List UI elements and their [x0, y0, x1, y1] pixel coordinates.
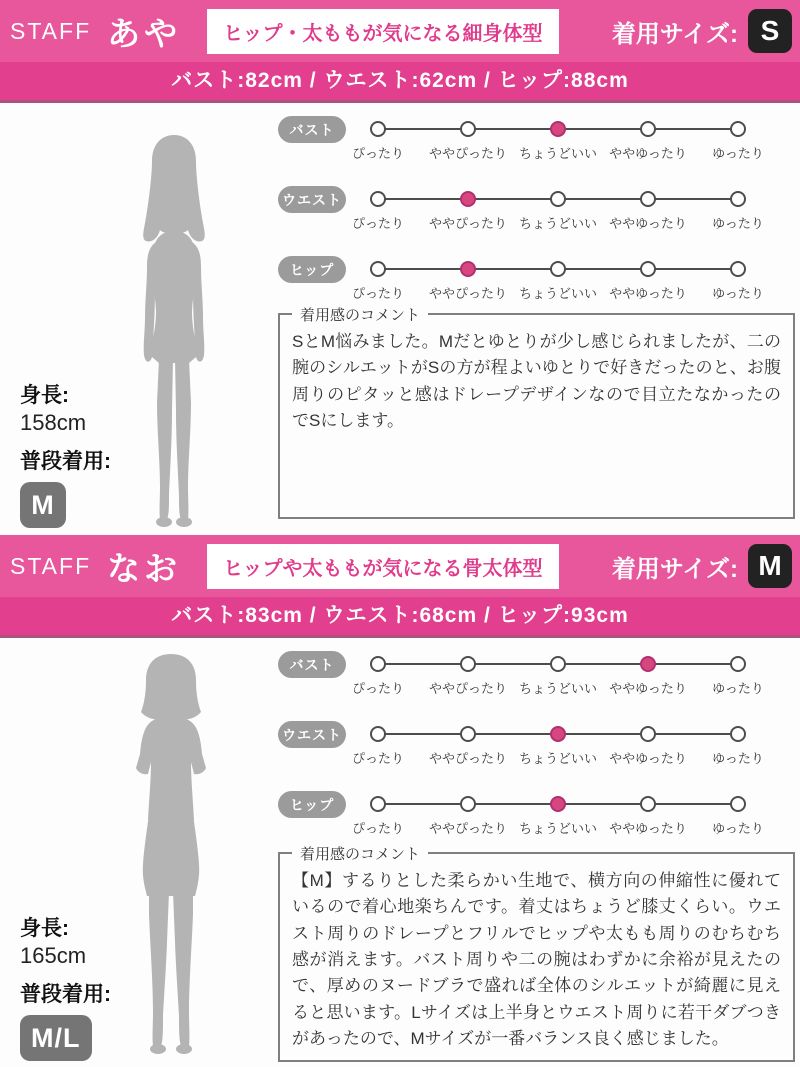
rating-scale-waist: [351, 708, 764, 774]
rating-dot: [550, 656, 566, 672]
rating-dot: [730, 726, 746, 742]
rating-label: ぴったり: [351, 751, 405, 766]
rating-label: ややぴったり: [428, 681, 508, 696]
fit-comment-text: 【M】するりとした柔らかい生地で、横方向の伸縮性に優れているので着心地楽ちんです。着丈はちょうど膝丈くらい。ウエスト周りのドレープとフリルでヒップや太もも周りのむちむち感が消えます。バスト周りや二の腕はわずかに余裕が見えたので、厚めのヌードブラで盛れば全体のシルエットが綺麗に見えると思います。Lサイズは上半身とウエスト周りに若干ダブつきがあったので、Mサイズが一番バランス良く感じました。: [292, 871, 781, 1049]
rating-dot: [730, 121, 746, 137]
rating-row-hip: [278, 778, 795, 848]
rating-dot: [460, 121, 476, 137]
rating-row-waist: [278, 708, 795, 778]
rating-label: ちょうどいい: [518, 286, 598, 301]
rating-dot-selected: [640, 656, 656, 672]
rating-label: ややぴったり: [428, 216, 508, 231]
rating-dot: [730, 191, 746, 207]
rating-label: ややゆったり: [609, 286, 687, 301]
scale-pill-hip: ヒップ: [278, 791, 346, 818]
staff-body-info: [20, 383, 111, 528]
rating-dot: [730, 796, 746, 812]
usual-size-label: 普段着用:: [20, 983, 111, 1006]
rating-label: ややぴったり: [428, 751, 508, 766]
rating-label: ややゆったり: [609, 751, 687, 766]
scale-pill-hip: ヒップ: [278, 256, 346, 283]
fit-comment-title: 着用感のコメント: [292, 304, 428, 325]
rating-row-waist: [278, 173, 795, 243]
rating-dot: [640, 191, 656, 207]
rating-label: ややゆったり: [609, 216, 687, 231]
rating-dot: [370, 121, 386, 137]
rating-label: ちょうどいい: [518, 146, 598, 161]
rating-dot: [730, 656, 746, 672]
rating-label: ややゆったり: [609, 146, 687, 161]
rating-row-bust: [278, 103, 795, 173]
rating-scale-waist: [351, 173, 764, 239]
worn-size-badge: M: [748, 544, 792, 588]
rating-row-hip: [278, 243, 795, 313]
rating-column: [278, 103, 795, 519]
scale-pill-bust: バスト: [278, 651, 346, 678]
scale-pill-waist: ウエスト: [278, 721, 346, 748]
staff-header-bar: [0, 535, 800, 597]
staff-silhouette-bob: [108, 650, 234, 1060]
rating-row-bust: [278, 638, 795, 708]
fit-comment-box: [278, 846, 795, 1062]
rating-dot: [640, 261, 656, 277]
rating-dot: [550, 261, 566, 277]
rating-scale-bust: [351, 103, 764, 169]
rating-label: ぴったり: [351, 681, 405, 696]
rating-dot: [370, 656, 386, 672]
usual-size-badge: M/L: [20, 1015, 92, 1061]
rating-dot-selected: [550, 796, 566, 812]
staff-content: [0, 103, 800, 535]
rating-label: ややぴったり: [428, 821, 508, 836]
rating-label: ちょうどいい: [518, 216, 598, 231]
height-label: 身長:: [20, 917, 69, 940]
height-value: 158cm: [20, 410, 87, 435]
rating-dot-selected: [460, 261, 476, 277]
rating-label: ちょうどいい: [518, 681, 598, 696]
rating-label: ぴったり: [351, 216, 405, 231]
fit-comment-box: [278, 307, 795, 519]
measurements-bar: バスト:83cm / ウエスト:68cm / ヒップ:93cm: [0, 597, 800, 638]
staff-body-info: [20, 916, 111, 1061]
rating-dot: [370, 726, 386, 742]
rating-dot-selected: [550, 726, 566, 742]
rating-dot: [730, 261, 746, 277]
rating-label: ゆったり: [712, 146, 764, 161]
fit-comment-text: SとM悩みました。Mだとゆとりが少し感じられましたが、二の腕のシルエットがSの方が程よいゆとりで好きだったのと、お腹周りのピタッと感はドレープデザインなので目立たなかったのでSにします。: [292, 332, 781, 431]
rating-dot: [460, 796, 476, 812]
rating-label: ゆったり: [712, 681, 764, 696]
staff-section-nao: [0, 535, 800, 1067]
worn-size-label: 着用サイズ:: [611, 555, 738, 583]
rating-dot: [370, 191, 386, 207]
rating-dot-selected: [460, 191, 476, 207]
staff-label: STAFF: [10, 17, 92, 44]
staff-silhouette-slim: [118, 131, 230, 531]
body-type-tag: ヒップや太ももが気になる骨太体型: [207, 544, 558, 589]
staff-header-bar: [0, 0, 800, 62]
rating-label: ゆったり: [712, 821, 764, 836]
worn-size-label: 着用サイズ:: [611, 20, 738, 48]
rating-column: [278, 638, 795, 1062]
rating-dot: [550, 191, 566, 207]
fit-comment-title: 着用感のコメント: [292, 843, 428, 864]
rating-label: ややぴったり: [428, 286, 508, 301]
rating-dot: [460, 656, 476, 672]
rating-label: ちょうどいい: [518, 751, 598, 766]
usual-size-badge: M: [20, 482, 66, 528]
rating-dot: [640, 121, 656, 137]
body-type-tag: ヒップ・太ももが気になる細身体型: [207, 9, 558, 54]
height-label: 身長:: [20, 384, 69, 407]
rating-label: ややゆったり: [609, 821, 687, 836]
rating-label: ちょうどいい: [518, 821, 598, 836]
rating-label: ぴったり: [351, 821, 405, 836]
rating-dot: [460, 726, 476, 742]
rating-scale-hip: [351, 778, 764, 844]
staff-name: あや: [107, 14, 182, 52]
rating-dot-selected: [550, 121, 566, 137]
rating-label: ぴったり: [351, 286, 405, 301]
rating-label: ゆったり: [712, 286, 764, 301]
rating-label: ぴったり: [351, 146, 405, 161]
height-value: 165cm: [20, 943, 87, 968]
measurements-bar: バスト:82cm / ウエスト:62cm / ヒップ:88cm: [0, 62, 800, 103]
staff-name: なお: [107, 549, 182, 587]
rating-scale-bust: [351, 638, 764, 704]
rating-label: ゆったり: [712, 751, 764, 766]
rating-label: ややぴったり: [428, 146, 508, 161]
staff-content: [0, 638, 800, 1067]
rating-dot: [370, 261, 386, 277]
usual-size-label: 普段着用:: [20, 450, 111, 473]
rating-dot: [370, 796, 386, 812]
rating-dot: [640, 796, 656, 812]
scale-pill-waist: ウエスト: [278, 186, 346, 213]
rating-label: ややゆったり: [609, 681, 687, 696]
rating-label: ゆったり: [712, 216, 764, 231]
scale-pill-bust: バスト: [278, 116, 346, 143]
staff-label: STAFF: [10, 552, 92, 579]
rating-scale-hip: [351, 243, 764, 309]
worn-size-badge: S: [748, 9, 792, 53]
rating-dot: [640, 726, 656, 742]
